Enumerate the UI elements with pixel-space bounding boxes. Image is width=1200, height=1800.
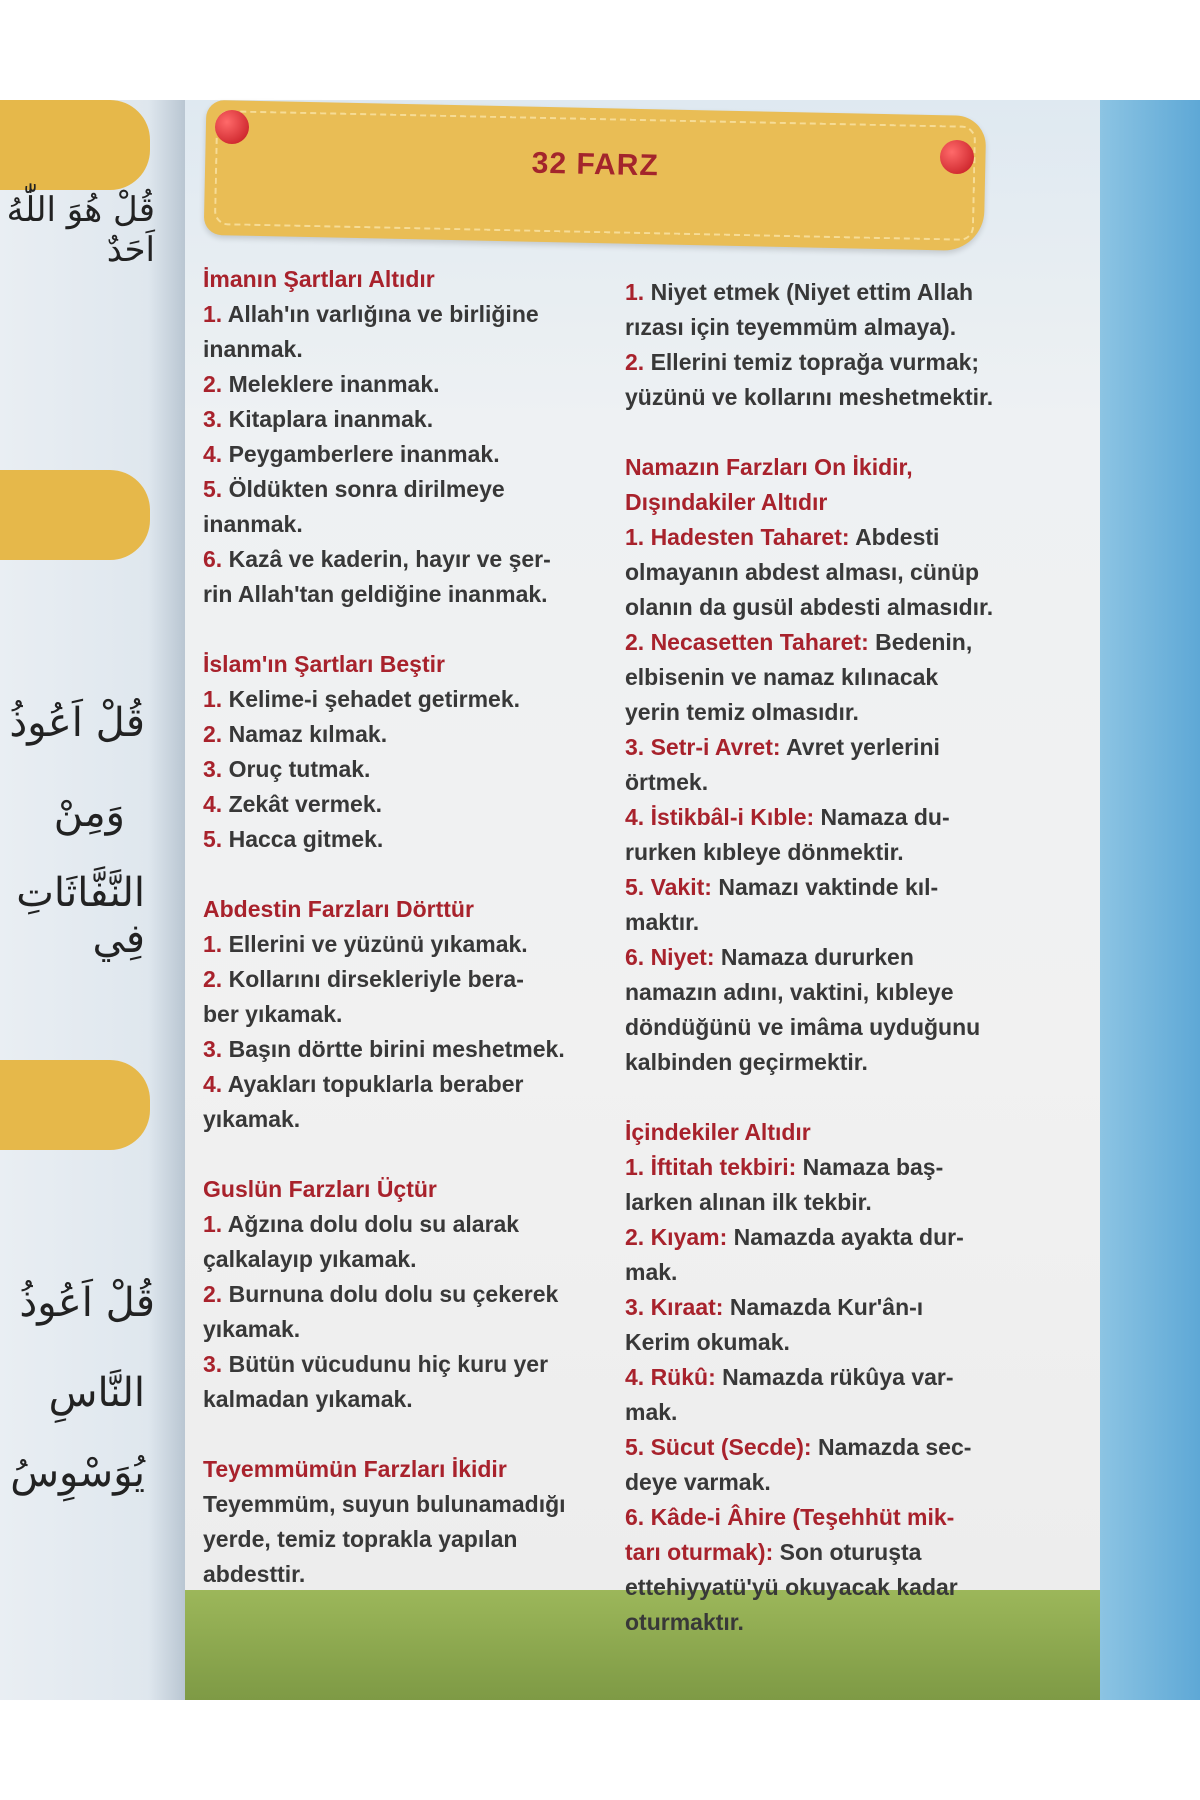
text-line [203,822,623,857]
arabic-text: قُلْ اَعُوذُ [19,1280,155,1326]
item-text: larken alınan ilk tekbir. [625,1189,872,1215]
text-line [625,555,1075,590]
item-label: 1. İftitah tekbiri: [625,1154,797,1180]
item-text: Namazı vaktinde kıl- [711,874,939,900]
item-text: Kitaplara inanmak. [222,406,434,432]
item-text: abdesttir. [203,1561,306,1587]
title-banner [204,100,987,251]
item-label: 4. [203,441,223,467]
text-section [625,450,1075,1080]
text-line [203,402,623,437]
item-label: 3. Setr-i Avret: [625,734,781,760]
item-text: çalkalayıp yıkamak. [203,1246,417,1272]
item-text: Öldükten sonra dirilmeye [222,476,505,502]
text-line [203,1242,623,1277]
item-label: 3. [203,1036,223,1062]
text-line [625,1150,1075,1185]
text-line [625,1255,1075,1290]
left-text-column [203,262,623,1627]
arabic-text: النَّاسِ [48,1370,145,1416]
text-line [203,962,623,997]
item-text: Namaza dururken [714,944,914,970]
text-line [625,1535,1075,1570]
item-text: kalbinden geçirmektir. [625,1049,868,1075]
text-line [625,940,1075,975]
section-heading: İslam'ın Şartları Beştir [203,651,445,677]
arabic-text: وَمِنْ [53,790,125,836]
item-text: Bedenin, [868,629,973,655]
arabic-text: قُلْ اَعُوذُ [9,700,145,746]
item-label: 1. [203,931,223,957]
item-text: Namazda rükûya var- [715,1364,954,1390]
item-label: 2. [203,966,223,992]
text-line [203,297,623,332]
text-line [203,682,623,717]
text-line [203,1557,623,1592]
text-line [625,1465,1075,1500]
left-page [0,100,185,1700]
item-text: rin Allah'tan geldiğine inanmak. [203,581,548,607]
text-line [625,695,1075,730]
text-section [625,1115,1075,1640]
item-label: 6. [203,546,223,572]
text-line [203,437,623,472]
item-label: 1. [625,279,645,305]
section-heading: Abdestin Farzları Dörttür [203,896,474,922]
item-text: rurken kıbleye dönmektir. [625,839,904,865]
left-page-tab [0,1060,150,1150]
text-line [625,1045,1075,1080]
item-text: yıkamak. [203,1316,301,1342]
item-text: Abdesti [849,524,940,550]
text-line [625,1605,1075,1640]
text-line [203,1347,623,1382]
item-text: Kollarını dirsekleriyle bera- [222,966,524,992]
text-line [625,1010,1075,1045]
text-section [625,275,1075,415]
text-line [625,345,1075,380]
item-label: 3. Kıraat: [625,1294,724,1320]
text-line [625,275,1075,310]
text-section [203,892,623,1137]
text-line [625,1325,1075,1360]
item-text: Hacca gitmek. [222,826,384,852]
text-line [625,590,1075,625]
item-text: rızası için teyemmüm almaya). [625,314,957,340]
item-text: olanın da gusül abdesti almasıdır. [625,594,994,620]
item-label: tarı oturmak): [625,1539,774,1565]
text-line [203,752,623,787]
item-label: 1. [203,301,223,327]
item-text: Ellerini ve yüzünü yıkamak. [222,931,528,957]
text-line [203,577,623,612]
item-label: 2. [625,349,645,375]
item-text: olmayanın abdest alması, cünüp [625,559,980,585]
text-line [203,997,623,1032]
text-line [625,1220,1075,1255]
text-line [625,1185,1075,1220]
item-text: yerin temiz olmasıdır. [625,699,859,725]
item-text: Kelime-i şehadet getirmek. [222,686,521,712]
left-page-tab [0,470,150,560]
text-line [203,1207,623,1242]
item-text: Bütün vücudunu hiç kuru yer [222,1351,549,1377]
item-label: 1. [203,1211,223,1237]
text-line [203,717,623,752]
book-cover-edge [1100,100,1200,1700]
item-text: ber yıkamak. [203,1001,343,1027]
text-section [203,1172,623,1417]
text-line [203,1312,623,1347]
item-label: 2. Kıyam: [625,1224,728,1250]
item-text: Namazda Kur'ân-ı [723,1294,924,1320]
book-photo [0,100,1200,1700]
text-line [203,1382,623,1417]
item-text: Allah'ın varlığına ve birliğine [222,301,539,327]
arabic-text: يُوَسْوِسُ [10,1450,145,1496]
item-text: Namaza baş- [796,1154,944,1180]
item-text: Oruç tutmak. [222,756,371,782]
item-text: maktır. [625,909,700,935]
item-text: mak. [625,1399,678,1425]
item-label: 5. [203,826,223,852]
text-line [625,1430,1075,1465]
item-text: ettehiyyatü'yü okuyacak kadar [625,1574,958,1600]
item-text: Ellerini temiz toprağa vurmak; [644,349,980,375]
text-line [203,787,623,822]
left-page-tab [0,100,150,190]
item-label: 3. [203,1351,223,1377]
text-line [625,905,1075,940]
text-line [203,1522,623,1557]
item-label: 6. Kâde-i Âhire (Teşehhüt mik- [625,1504,955,1530]
item-label: 1. Hadesten Taharet: [625,524,850,550]
item-label: 4. İstikbâl-i Kıble: [625,804,815,830]
text-line [625,520,1075,555]
item-text: Meleklere inanmak. [222,371,440,397]
text-line [625,835,1075,870]
text-line [203,332,623,367]
item-text: Teyemmüm, suyun bulunamadığı [203,1491,566,1517]
text-line [203,1277,623,1312]
item-label: 5. [203,476,223,502]
text-line [625,800,1075,835]
item-text: kalmadan yıkamak. [203,1386,413,1412]
item-label: 3. [203,406,223,432]
section-heading: Guslün Farzları Üçtür [203,1176,437,1202]
item-text: Avret yerlerini [780,734,940,760]
item-label: 2. [203,1281,223,1307]
item-text: Başın dörtte birini meshetmek. [222,1036,565,1062]
item-text: yüzünü ve kollarını meshetmektir. [625,384,994,410]
pushpin-icon [940,140,974,174]
item-text: Namazda ayakta dur- [727,1224,964,1250]
text-line [203,1487,623,1522]
text-line [203,542,623,577]
text-section [203,262,623,612]
section-heading: Teyemmümün Farzları İkidir [203,1456,507,1482]
item-text: Namaza du- [814,804,950,830]
section-heading: Dışındakiler Altıdır [625,489,828,515]
item-text: döndüğünü ve imâma uyduğunu [625,1014,981,1040]
item-text: Namazda sec- [811,1434,972,1460]
section-heading: Namazın Farzları On İkidir, [625,454,913,480]
right-text-column [625,275,1075,1675]
item-label: 4. [203,1071,223,1097]
text-line [203,472,623,507]
item-label: 2. Necasetten Taharet: [625,629,869,655]
text-line [625,975,1075,1010]
text-line [625,380,1075,415]
item-text: yerde, temiz toprakla yapılan [203,1526,518,1552]
text-line [203,507,623,542]
section-heading: İmanın Şartları Altıdır [203,266,435,292]
item-text: Kazâ ve kaderin, hayır ve şer- [222,546,551,572]
item-text: elbisenin ve namaz kılınacak [625,664,939,690]
section-heading: İçindekiler Altıdır [625,1119,811,1145]
text-line [625,1500,1075,1535]
text-line [625,310,1075,345]
item-text: Son oturuşta [773,1539,922,1565]
item-text: deye varmak. [625,1469,771,1495]
item-label: 5. Sücut (Secde): [625,1434,812,1460]
text-line [625,870,1075,905]
item-label: 2. [203,371,223,397]
item-label: 2. [203,721,223,747]
item-text: inanmak. [203,336,303,362]
text-line [625,660,1075,695]
item-label: 6. Niyet: [625,944,715,970]
item-text: Ağzına dolu dolu su alarak [222,1211,520,1237]
text-line [203,927,623,962]
text-line [625,1360,1075,1395]
text-line [203,1067,623,1102]
item-text: Niyet etmek (Niyet ettim Allah [644,279,974,305]
text-line [203,1102,623,1137]
text-line [625,730,1075,765]
arabic-text: النَّفَّاثَاتِ فِي [16,870,145,962]
item-text: Kerim okumak. [625,1329,790,1355]
text-line [625,765,1075,800]
pushpin-icon [215,110,249,144]
text-line [625,1570,1075,1605]
item-text: yıkamak. [203,1106,301,1132]
item-text: Peygamberlere inanmak. [222,441,500,467]
item-text: Zekât vermek. [222,791,383,817]
text-section [203,647,623,857]
item-text: Ayakları topuklarla beraber [222,1071,524,1097]
text-line [625,625,1075,660]
page-title: 32 FARZ [531,146,660,183]
text-line [203,1032,623,1067]
item-text: inanmak. [203,511,303,537]
arabic-text: قُلْ هُوَ اللّٰهُ اَحَدٌ [6,190,155,270]
item-label: 1. [203,686,223,712]
item-text: mak. [625,1259,678,1285]
item-text: Namaz kılmak. [222,721,388,747]
text-section [203,1452,623,1592]
item-label: 5. Vakit: [625,874,712,900]
item-text: oturmaktır. [625,1609,744,1635]
text-line [625,1395,1075,1430]
item-label: 3. [203,756,223,782]
text-line [203,367,623,402]
item-label: 4. [203,791,223,817]
item-label: 4. Rükû: [625,1364,716,1390]
item-text: Burnuna dolu dolu su çekerek [222,1281,559,1307]
item-text: namazın adını, vaktini, kıbleye [625,979,954,1005]
text-line [625,1290,1075,1325]
item-text: örtmek. [625,769,709,795]
